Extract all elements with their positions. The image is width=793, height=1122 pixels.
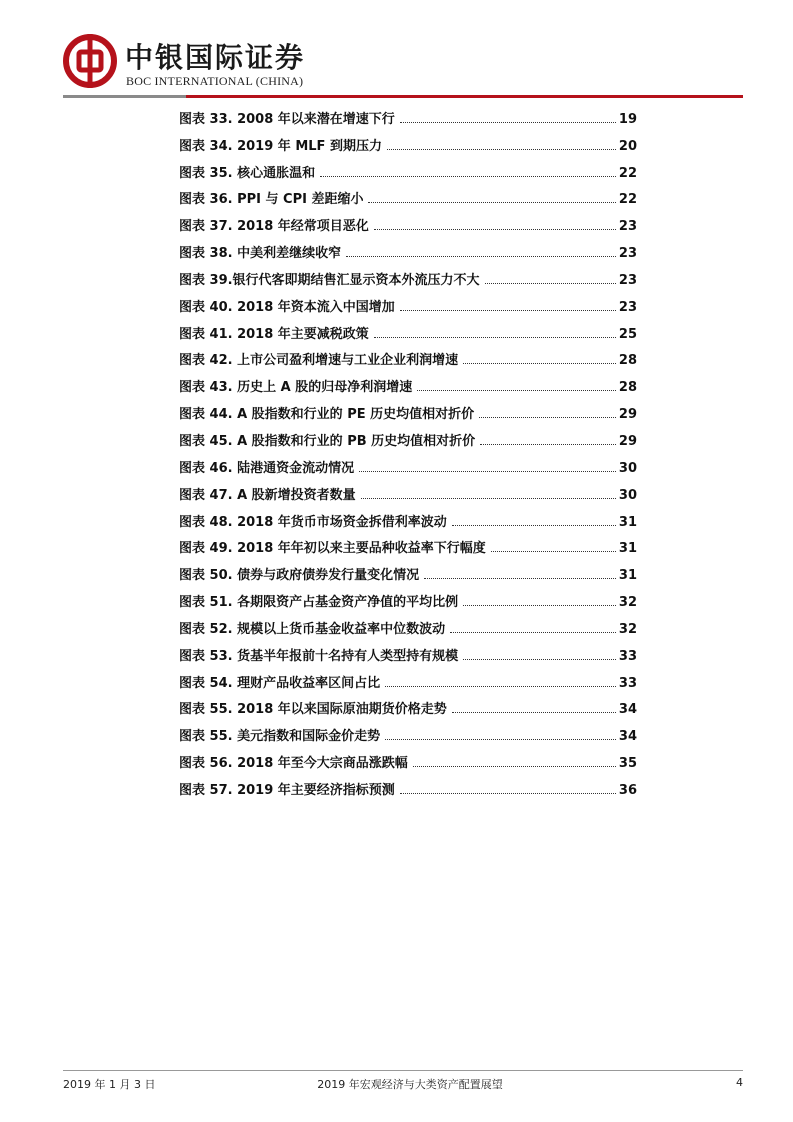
toc-label: 图表 48. 2018 年货币市场资金拆借利率波动	[179, 514, 447, 530]
toc-page: 35	[618, 756, 637, 772]
toc-leader	[424, 578, 616, 579]
toc-page: 20	[618, 138, 637, 154]
toc-leader	[368, 202, 615, 203]
toc-page: 33	[618, 675, 637, 691]
figure-list	[179, 100, 637, 798]
toc-page: 23	[618, 246, 637, 262]
toc-page: 23	[618, 272, 637, 288]
toc-row[interactable]	[179, 181, 637, 208]
toc-leader	[450, 632, 616, 633]
toc-label: 图表 34. 2019 年 MLF 到期压力	[179, 138, 382, 154]
toc-row[interactable]	[179, 315, 637, 342]
toc-leader	[346, 256, 616, 257]
toc-row[interactable]	[179, 449, 637, 476]
toc-row[interactable]	[179, 395, 637, 422]
toc-row[interactable]	[179, 637, 637, 664]
toc-label: 图表 40. 2018 年资本流入中国增加	[179, 299, 395, 315]
toc-leader	[452, 525, 616, 526]
toc-label: 图表 56. 2018 年至今大宗商品涨跌幅	[179, 756, 408, 772]
toc-label: 图表 51. 各期限资产占基金资产净值的平均比例	[179, 595, 459, 611]
toc-page: 30	[618, 460, 637, 476]
toc-row[interactable]	[179, 583, 637, 610]
toc-label: 图表 47. A 股新增投资者数量	[179, 487, 356, 503]
toc-row[interactable]	[179, 342, 637, 369]
toc-leader	[479, 417, 616, 418]
toc-page: 33	[618, 648, 637, 664]
toc-row[interactable]	[179, 368, 637, 395]
toc-page: 28	[618, 380, 637, 396]
toc-row[interactable]	[179, 100, 637, 127]
toc-leader	[463, 605, 616, 606]
toc-leader	[485, 283, 616, 284]
toc-label: 图表 46. 陆港通资金流动情况	[179, 460, 355, 476]
footer-rule	[63, 1070, 743, 1071]
toc-page: 32	[618, 595, 637, 611]
toc-page: 25	[618, 326, 637, 342]
toc-leader	[400, 793, 616, 794]
boc-logo-icon	[63, 34, 117, 88]
toc-page: 28	[618, 353, 637, 369]
toc-leader	[374, 337, 616, 338]
toc-page: 34	[618, 702, 637, 718]
toc-leader	[480, 444, 616, 445]
toc-row[interactable]	[179, 503, 637, 530]
toc-page: 34	[618, 729, 637, 745]
header-rule-gray	[63, 95, 186, 98]
toc-leader	[417, 390, 616, 391]
toc-page: 32	[618, 621, 637, 637]
toc-row[interactable]	[179, 234, 637, 261]
toc-leader	[320, 176, 616, 177]
toc-label: 图表 39.银行代客即期结售汇显示资本外流压力不大	[179, 272, 480, 288]
toc-label: 图表 36. PPI 与 CPI 差距缩小	[179, 192, 364, 208]
toc-label: 图表 54. 理财产品收益率区间占比	[179, 675, 381, 691]
toc-page: 22	[618, 192, 637, 208]
toc-row[interactable]	[179, 717, 637, 744]
footer-page-number: 4	[736, 1076, 743, 1089]
toc-row[interactable]	[179, 154, 637, 181]
toc-page: 29	[618, 407, 637, 423]
toc-page: 29	[618, 433, 637, 449]
toc-page: 22	[618, 165, 637, 181]
toc-leader	[400, 310, 616, 311]
toc-row[interactable]	[179, 127, 637, 154]
toc-row[interactable]	[179, 530, 637, 557]
toc-label: 图表 52. 规模以上货币基金收益率中位数波动	[179, 621, 446, 637]
toc-row[interactable]	[179, 771, 637, 798]
header-rule-red	[186, 95, 743, 98]
toc-leader	[463, 659, 616, 660]
toc-page: 36	[618, 782, 637, 798]
toc-page: 19	[618, 111, 637, 127]
toc-leader	[413, 766, 616, 767]
toc-label: 图表 42. 上市公司盈利增速与工业企业利润增速	[179, 353, 459, 369]
toc-row[interactable]	[179, 422, 637, 449]
toc-label: 图表 38. 中美利差继续收窄	[179, 246, 342, 262]
toc-row[interactable]	[179, 691, 637, 718]
toc-label: 图表 43. 历史上 A 股的归母净利润增速	[179, 380, 413, 396]
toc-label: 图表 37. 2018 年经常项目恶化	[179, 219, 369, 235]
toc-leader	[361, 498, 616, 499]
footer-date: 2019 年 1 月 3 日	[63, 1078, 156, 1091]
toc-row[interactable]	[179, 664, 637, 691]
toc-label: 图表 44. A 股指数和行业的 PE 历史均值相对折价	[179, 407, 475, 423]
toc-label: 图表 55. 美元指数和国际金价走势	[179, 729, 381, 745]
toc-label: 图表 55. 2018 年以来国际原油期货价格走势	[179, 702, 447, 718]
toc-label: 图表 57. 2019 年主要经济指标预测	[179, 782, 395, 798]
toc-leader	[374, 229, 616, 230]
toc-row[interactable]	[179, 261, 637, 288]
toc-page: 23	[618, 299, 637, 315]
toc-label: 图表 50. 债券与政府债券发行量变化情况	[179, 568, 420, 584]
toc-label: 图表 49. 2018 年年初以来主要品种收益率下行幅度	[179, 541, 486, 557]
toc-leader	[491, 551, 616, 552]
toc-label: 图表 41. 2018 年主要减税政策	[179, 326, 369, 342]
footer-title: 2019 年宏观经济与大类资产配置展望	[317, 1078, 503, 1091]
toc-row[interactable]	[179, 744, 637, 771]
toc-label: 图表 33. 2008 年以来潜在增速下行	[179, 111, 395, 127]
toc-leader	[359, 471, 616, 472]
toc-row[interactable]	[179, 476, 637, 503]
toc-row[interactable]	[179, 556, 637, 583]
toc-label: 图表 45. A 股指数和行业的 PB 历史均值相对折价	[179, 433, 476, 449]
toc-leader	[452, 712, 616, 713]
toc-page: 31	[618, 514, 637, 530]
toc-leader	[385, 686, 616, 687]
toc-row[interactable]	[179, 610, 637, 637]
toc-leader	[463, 363, 616, 364]
toc-page: 23	[618, 219, 637, 235]
page-header	[0, 0, 793, 100]
brand-name-en: BOC INTERNATIONAL (CHINA)	[126, 74, 304, 88]
toc-label: 图表 53. 货基半年报前十名持有人类型持有规模	[179, 648, 459, 664]
brand-name-cn: 中银国际证券	[125, 41, 306, 74]
toc-row[interactable]	[179, 288, 637, 315]
toc-page: 30	[618, 487, 637, 503]
toc-label: 图表 35. 核心通胀温和	[179, 165, 316, 181]
toc-page: 31	[618, 568, 637, 584]
toc-leader	[400, 122, 616, 123]
toc-leader	[387, 149, 616, 150]
toc-leader	[385, 739, 616, 740]
toc-row[interactable]	[179, 207, 637, 234]
toc-page: 31	[618, 541, 637, 557]
